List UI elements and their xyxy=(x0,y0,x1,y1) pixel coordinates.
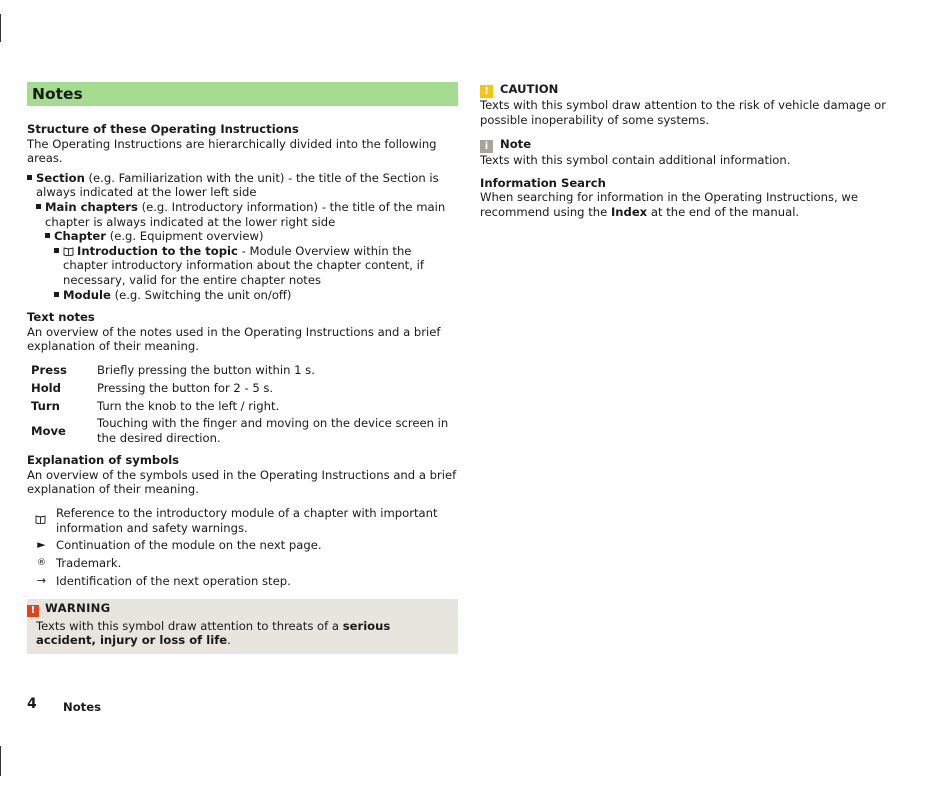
right-column xyxy=(480,82,920,220)
left-column xyxy=(27,82,458,654)
page-number: 4 xyxy=(27,696,37,712)
note-text: Texts with this symbol contain additional information. xyxy=(480,153,791,168)
info-icon: i xyxy=(480,140,493,153)
list-item-chapter: Chapter (e.g. Equipment overview) xyxy=(27,229,458,244)
list-item-main-chapters: Main chapters (e.g. Introductory information) - the title of the main chapter is always indicated at the lower right side xyxy=(27,200,458,229)
table-row: Hold Pressing the button for 2 - 5 s. xyxy=(31,380,274,395)
book-icon xyxy=(35,515,46,524)
table-row: Turn Turn the knob to the left / right. xyxy=(31,398,280,413)
warning-box xyxy=(27,599,458,654)
info-search-text: When searching for information in the Operating Instructions, we recommend using the Index at the end of the manual. xyxy=(480,190,859,219)
table-row: → Identification of the next operation step. xyxy=(27,573,458,591)
continuation-arrow-icon: ► xyxy=(37,538,46,552)
crop-mark-top xyxy=(0,14,1,42)
symbols-heading: Explanation of symbols xyxy=(27,452,180,467)
caution-icon: ! xyxy=(480,85,493,98)
note-heading xyxy=(480,137,920,153)
table-row: Move Touching with the finger and moving on the device screen in the desired direction. xyxy=(31,416,449,445)
crop-mark-bottom xyxy=(0,746,1,776)
book-icon xyxy=(63,247,74,256)
structure-heading: Structure of these Operating Instructions xyxy=(27,122,299,136)
warning-icon: ! xyxy=(27,605,39,617)
table-row: ® Trademark. xyxy=(27,555,458,573)
structure-intro: The Operating Instructions are hierarchically divided into the following areas. xyxy=(27,136,437,166)
note-label: Note xyxy=(500,137,532,152)
warning-text: Texts with this symbol draw attention to threats of a serious accident, injury or loss of life. xyxy=(36,618,391,648)
trademark-icon: ® xyxy=(37,558,46,569)
footer-title: Notes xyxy=(63,700,101,714)
list-item-section: Section (e.g. Familiarization with the unit) - the title of the Section is always indicated at the lower left side xyxy=(27,171,458,200)
caution-label: CAUTION xyxy=(500,82,559,96)
section-title: Notes xyxy=(27,82,458,106)
page-footer xyxy=(27,696,101,714)
table-row: ► Continuation of the module on the next page. xyxy=(27,537,458,555)
symbols-table xyxy=(27,505,458,591)
symbols-intro: An overview of the symbols used in the Operating Instructions and a brief explanation of their meaning. xyxy=(27,467,457,497)
warning-label: WARNING xyxy=(45,600,111,615)
caution-heading xyxy=(480,82,920,98)
info-search-heading: Information Search xyxy=(480,175,606,190)
text-notes-intro: An overview of the notes used in the Operating Instructions and a brief explanation of their meaning. xyxy=(27,324,441,354)
text-notes-table xyxy=(27,362,458,447)
caution-text: Texts with this symbol draw attention to the risk of vehicle damage or possible inoperability of some systems. xyxy=(480,98,887,127)
table-row: Press Briefly pressing the button within 1 s. xyxy=(31,363,315,378)
table-row: Reference to the introductory module of a chapter with important information and safety warnings. xyxy=(27,505,458,537)
text-notes-heading: Text notes xyxy=(27,310,95,325)
list-item-module: Module (e.g. Switching the unit on/off) xyxy=(27,288,458,303)
list-item-introduction: Introduction to the topic - Module Overview within the chapter introductory information about the chapter content, if necessary, valid for the entire chapter notes xyxy=(27,244,458,288)
next-step-arrow-icon: → xyxy=(36,574,47,588)
